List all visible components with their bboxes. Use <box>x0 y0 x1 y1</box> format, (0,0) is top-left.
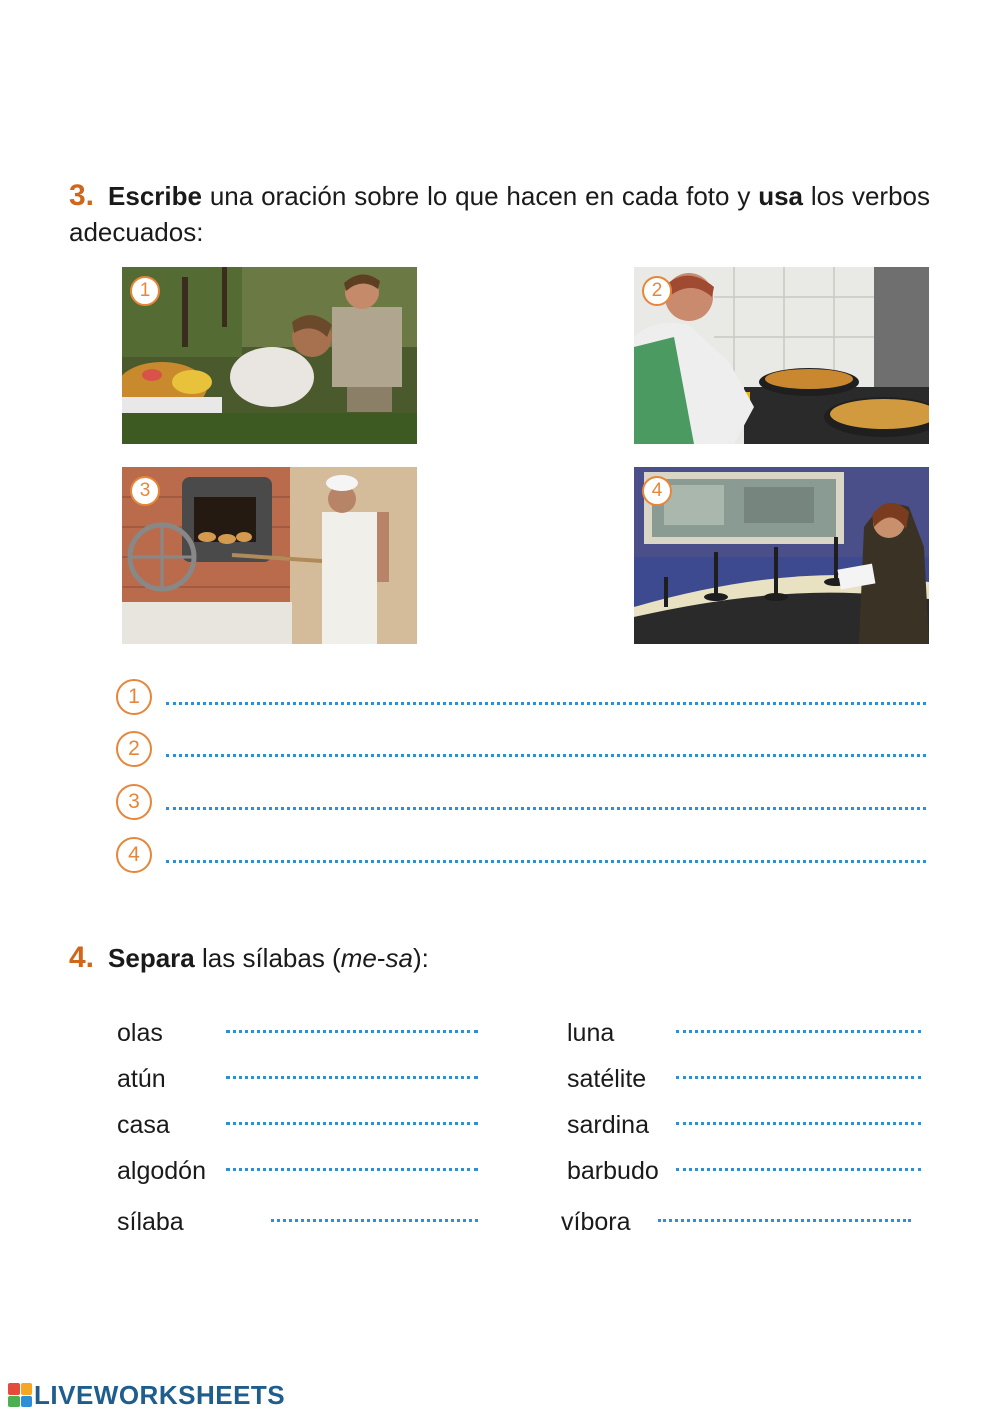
answer-number-badge: 3 <box>116 784 152 820</box>
answer-number-badge: 1 <box>116 679 152 715</box>
instruction-verb-escribe: Escribe <box>108 181 202 211</box>
photo-number-badge: 4 <box>642 476 672 506</box>
syllable-answer-input[interactable] <box>226 1122 478 1125</box>
brand-block <box>21 1383 33 1395</box>
syllable-answer-input[interactable] <box>271 1219 478 1222</box>
instruction-verb-separa: Separa <box>108 943 195 973</box>
syllable-word: luna <box>567 1019 615 1047</box>
brand-block <box>8 1383 20 1395</box>
answer-row-1 <box>116 679 926 719</box>
exercise-3-instruction: 3. Escribe una oración sobre lo que hacen en cada foto y usa los verbos adecuados: <box>69 179 930 247</box>
syllable-word: barbudo <box>567 1157 659 1185</box>
syllable-word: atún <box>117 1065 166 1093</box>
liveworksheets-logo <box>8 1381 285 1409</box>
answer-input-1[interactable] <box>166 702 926 705</box>
syllable-answer-input[interactable] <box>226 1076 478 1079</box>
brand-block <box>8 1396 20 1408</box>
syllable-answer-input[interactable] <box>226 1030 478 1033</box>
syllable-answer-input[interactable] <box>676 1122 921 1125</box>
photo-cooking <box>634 267 929 444</box>
syllable-word: satélite <box>567 1065 647 1093</box>
syllable-word: algodón <box>117 1157 206 1185</box>
photo-gardening <box>122 267 417 444</box>
answer-row-3 <box>116 784 926 824</box>
exercise-3-number: 3. <box>69 179 95 212</box>
syllable-answer-input[interactable] <box>226 1168 478 1171</box>
answer-input-3[interactable] <box>166 807 926 810</box>
answer-row-4 <box>116 837 926 877</box>
syllable-answer-input[interactable] <box>676 1076 921 1079</box>
photo-number-badge: 1 <box>130 276 160 306</box>
brand-block <box>21 1396 33 1408</box>
photo-number-badge: 3 <box>130 476 160 506</box>
syllable-word: sardina <box>567 1111 649 1139</box>
answer-row-2 <box>116 731 926 771</box>
brand-blocks-icon <box>8 1383 32 1407</box>
syllable-word: olas <box>117 1019 163 1047</box>
photo-radio-studio <box>634 467 929 644</box>
syllable-answer-input[interactable] <box>676 1030 921 1033</box>
answer-number-badge: 2 <box>116 731 152 767</box>
syllable-answer-input[interactable] <box>658 1219 911 1222</box>
syllable-word: víbora <box>561 1208 631 1236</box>
brand-name: LIVEWORKSHEETS <box>34 1379 286 1410</box>
syllable-word: casa <box>117 1111 170 1139</box>
answer-input-2[interactable] <box>166 754 926 757</box>
instruction-verb-usa: usa <box>758 181 804 211</box>
syllable-word: sílaba <box>117 1208 184 1236</box>
photo-baking <box>122 467 417 644</box>
photo-number-badge: 2 <box>642 276 672 306</box>
answer-input-4[interactable] <box>166 860 926 863</box>
exercise-4-instruction: 4. Separa las sílabas (me-sa): <box>69 941 429 974</box>
exercise-4-number: 4. <box>69 941 95 974</box>
syllable-answer-input[interactable] <box>676 1168 921 1171</box>
answer-number-badge: 4 <box>116 837 152 873</box>
